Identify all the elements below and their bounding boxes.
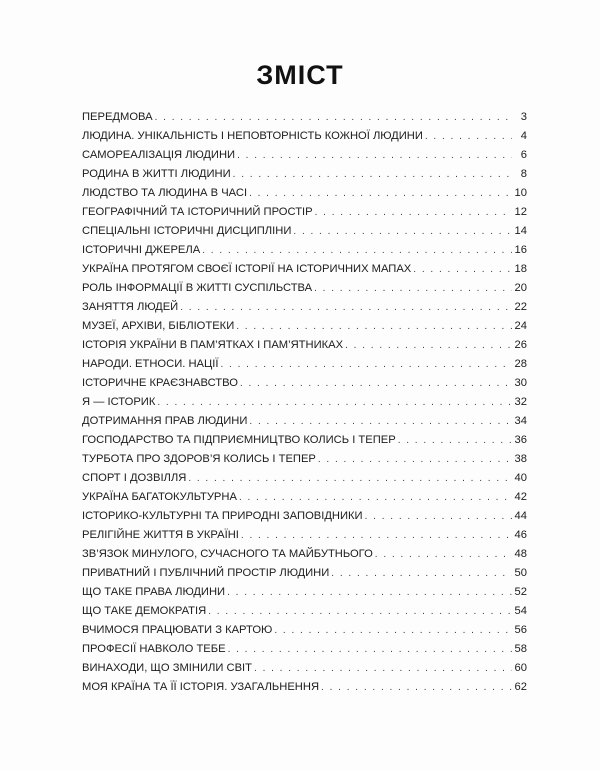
- toc-entry-title: РОДИНА В ЖИТТІ ЛЮДИНИ: [82, 168, 231, 180]
- toc-dot-leader: [249, 184, 511, 203]
- toc-page-number: 36: [514, 434, 527, 446]
- toc-entry: [82, 203, 527, 222]
- toc-entry-title: ІСТОРИКО-КУЛЬТУРНІ ТА ПРИРОДНІ ЗАПОВІДНИКИ: [82, 510, 363, 522]
- toc-entry: [82, 507, 527, 526]
- toc-entry-title: Я — ІСТОРИК: [82, 396, 156, 408]
- toc-entry: [82, 336, 527, 355]
- toc-entry: [82, 279, 527, 298]
- toc-entry: [82, 621, 527, 640]
- toc-dot-leader: [375, 545, 512, 564]
- toc-entry: [82, 526, 527, 545]
- toc-dot-leader: [240, 374, 512, 393]
- toc-entry: [82, 412, 527, 431]
- toc-page-number: 46: [514, 529, 527, 541]
- toc-dot-leader: [425, 127, 512, 146]
- toc-page-number: 16: [514, 244, 527, 256]
- page-title: ЗМІСТ: [256, 60, 344, 90]
- toc-dot-leader: [345, 336, 511, 355]
- toc-page-number: 22: [514, 301, 527, 313]
- toc-entry-title: СПЕЦІАЛЬНІ ІСТОРИЧНІ ДИСЦИПЛІНИ: [82, 225, 292, 237]
- toc-page-number: 28: [514, 358, 527, 370]
- toc-entry: [82, 355, 527, 374]
- toc-entry-title: ВИНАХОДИ, ЩО ЗМІНИЛИ СВІТ: [82, 662, 253, 674]
- toc-entry: [82, 431, 527, 450]
- toc-entry: [82, 564, 527, 583]
- toc-entry-title: УКРАЇНА ПРОТЯГОМ СВОЄЇ ІСТОРІЇ НА ІСТОРИЧНИХ МАПАХ: [82, 263, 412, 275]
- toc-dot-leader: [239, 488, 512, 507]
- toc-entry-title: ВЧИМОСЯ ПРАЦЮВАТИ З КАРТОЮ: [82, 624, 273, 636]
- toc-entry-title: ТУРБОТА ПРО ЗДОРОВ’Я КОЛИСЬ І ТЕПЕР: [82, 453, 316, 465]
- toc-entry-title: ЗВ’ЯЗОК МИНУЛОГО, СУЧАСНОГО ТА МАЙБУТНЬОГО: [82, 548, 373, 560]
- toc-page-number: 56: [514, 624, 527, 636]
- toc-page-number: 32: [514, 396, 527, 408]
- toc-entry: [82, 602, 527, 621]
- toc-entry: [82, 298, 527, 317]
- toc-page-number: 26: [514, 339, 527, 351]
- toc-dot-leader: [236, 317, 511, 336]
- toc-entry: [82, 374, 527, 393]
- toc-entry: [82, 545, 527, 564]
- toc-entry: [82, 241, 527, 260]
- toc-entry: [82, 450, 527, 469]
- toc-entry-title: УКРАЇНА БАГАТОКУЛЬТУРНА: [82, 491, 237, 503]
- toc-entry: [82, 640, 527, 659]
- toc-dot-leader: [318, 450, 512, 469]
- toc-entry: [82, 146, 527, 165]
- toc-page-number: 30: [514, 377, 527, 389]
- toc-entry-title: ІСТОРІЯ УКРАЇНИ В ПАМ’ЯТКАХ І ПАМ’ЯТНИКАХ: [82, 339, 344, 351]
- toc-page-number: 52: [514, 586, 527, 598]
- toc-entry-title: ЩО ТАКЕ ПРАВА ЛЮДИНИ: [82, 586, 226, 598]
- toc-entry-title: САМОРЕАЛІЗАЦІЯ ЛЮДИНИ: [82, 149, 236, 161]
- toc-dot-leader: [233, 165, 512, 184]
- toc-entry-title: СПОРТ І ДОЗВІЛЛЯ: [82, 472, 187, 484]
- toc-page-number: 62: [514, 681, 527, 693]
- toc-page-number: 58: [514, 643, 527, 655]
- toc-dot-leader: [221, 355, 512, 374]
- toc-entry-title: РОЛЬ ІНФОРМАЦІЇ В ЖИТТІ СУСПІЛЬСТВА: [82, 282, 313, 294]
- toc-dot-leader: [157, 393, 511, 412]
- toc-entry-title: ІСТОРИЧНЕ КРАЄЗНАВСТВО: [82, 377, 238, 389]
- toc-entry-title: МУЗЕЇ, АРХІВИ, БІБЛІОТЕКИ: [82, 320, 235, 332]
- toc-page-number: 60: [514, 662, 527, 674]
- toc-entry: [82, 108, 527, 127]
- toc-dot-leader: [398, 431, 512, 450]
- toc-entry-title: НАРОДИ. ЕТНОСИ. НАЦІЇ: [82, 358, 219, 370]
- toc-dot-leader: [274, 621, 511, 640]
- toc-page-number: 40: [514, 472, 527, 484]
- toc-dot-leader: [237, 146, 512, 165]
- toc-entry-title: МОЯ КРАЇНА ТА ЇЇ ІСТОРІЯ. УЗАГАЛЬНЕННЯ: [82, 681, 320, 693]
- toc-dot-leader: [293, 222, 511, 241]
- toc-page-number: 50: [514, 567, 527, 579]
- toc-page-number: 8: [520, 168, 527, 180]
- toc-page-number: 4: [520, 130, 527, 142]
- toc-entry: [82, 317, 527, 336]
- toc-entry-title: ПРИВАТНИЙ І ПУБЛІЧНИЙ ПРОСТІР ЛЮДИНИ: [82, 567, 330, 579]
- toc-entry-title: ПЕРЕДМОВА: [82, 111, 153, 123]
- toc-entry-title: ГОСПОДАРСТВО ТА ПІДПРИЄМНИЦТВО КОЛИСЬ І ТЕПЕР: [82, 434, 396, 446]
- toc-page-number: 20: [514, 282, 527, 294]
- toc-page-number: 12: [514, 206, 527, 218]
- toc-entry-title: ІСТОРИЧНІ ДЖЕРЕЛА: [82, 244, 201, 256]
- toc-entry: [82, 583, 527, 602]
- toc-entry-title: ЛЮДИНА. УНІКАЛЬНІСТЬ І НЕПОВТОРНІСТЬ КОЖНОЇ ЛЮДИНИ: [82, 130, 423, 142]
- toc-entry-title: РЕЛІГІЙНЕ ЖИТТЯ В УКРАЇНІ: [82, 529, 239, 541]
- toc-entry: [82, 127, 527, 146]
- toc-dot-leader: [202, 241, 511, 260]
- toc-entry-title: ЩО ТАКЕ ДЕМОКРАТІЯ: [82, 605, 207, 617]
- toc-entry-title: ПРОФЕСІЇ НАВКОЛО ТЕБЕ: [82, 643, 226, 655]
- toc-entry: [82, 678, 527, 697]
- toc-page-number: 54: [514, 605, 527, 617]
- toc-dot-leader: [228, 640, 512, 659]
- toc-dot-leader: [254, 659, 512, 678]
- toc-entry: [82, 260, 527, 279]
- toc-dot-leader: [188, 469, 511, 488]
- toc-page-number: 48: [514, 548, 527, 560]
- toc-dot-leader: [315, 203, 512, 222]
- toc-dot-leader: [413, 260, 511, 279]
- toc-entry: [82, 184, 527, 203]
- toc-entry: [82, 488, 527, 507]
- toc-dot-leader: [365, 507, 512, 526]
- toc-entry-title: ДОТРИМАННЯ ПРАВ ЛЮДИНИ: [82, 415, 248, 427]
- toc-page-number: 44: [514, 510, 527, 522]
- toc-dot-leader: [208, 602, 511, 621]
- toc-dot-leader: [155, 108, 512, 127]
- toc-dot-leader: [241, 526, 512, 545]
- toc-entry: [82, 393, 527, 412]
- toc-page-number: 10: [514, 187, 527, 199]
- toc-page-number: 38: [514, 453, 527, 465]
- toc-page-number: 6: [520, 149, 527, 161]
- toc-entry: [82, 469, 527, 488]
- toc-entry-title: ГЕОГРАФІЧНИЙ ТА ІСТОРИЧНИЙ ПРОСТІР: [82, 206, 313, 218]
- toc-dot-leader: [331, 564, 511, 583]
- toc-dot-leader: [227, 583, 511, 602]
- toc-entry: [82, 165, 527, 184]
- toc-page-number: 34: [514, 415, 527, 427]
- toc-page-number: 42: [514, 491, 527, 503]
- toc-page-number: 14: [514, 225, 527, 237]
- toc-dot-leader: [180, 298, 511, 317]
- toc-page-number: 24: [514, 320, 527, 332]
- toc-page-number: 3: [520, 111, 527, 123]
- table-of-contents: [82, 108, 527, 697]
- toc-entry: [82, 659, 527, 678]
- toc-entry-title: ЗАНЯТТЯ ЛЮДЕЙ: [82, 301, 179, 313]
- toc-entry-title: ЛЮДСТВО ТА ЛЮДИНА В ЧАСІ: [82, 187, 248, 199]
- toc-dot-leader: [314, 279, 511, 298]
- toc-page-number: 18: [514, 263, 527, 275]
- toc-dot-leader: [249, 412, 511, 431]
- toc-entry: [82, 222, 527, 241]
- toc-dot-leader: [321, 678, 512, 697]
